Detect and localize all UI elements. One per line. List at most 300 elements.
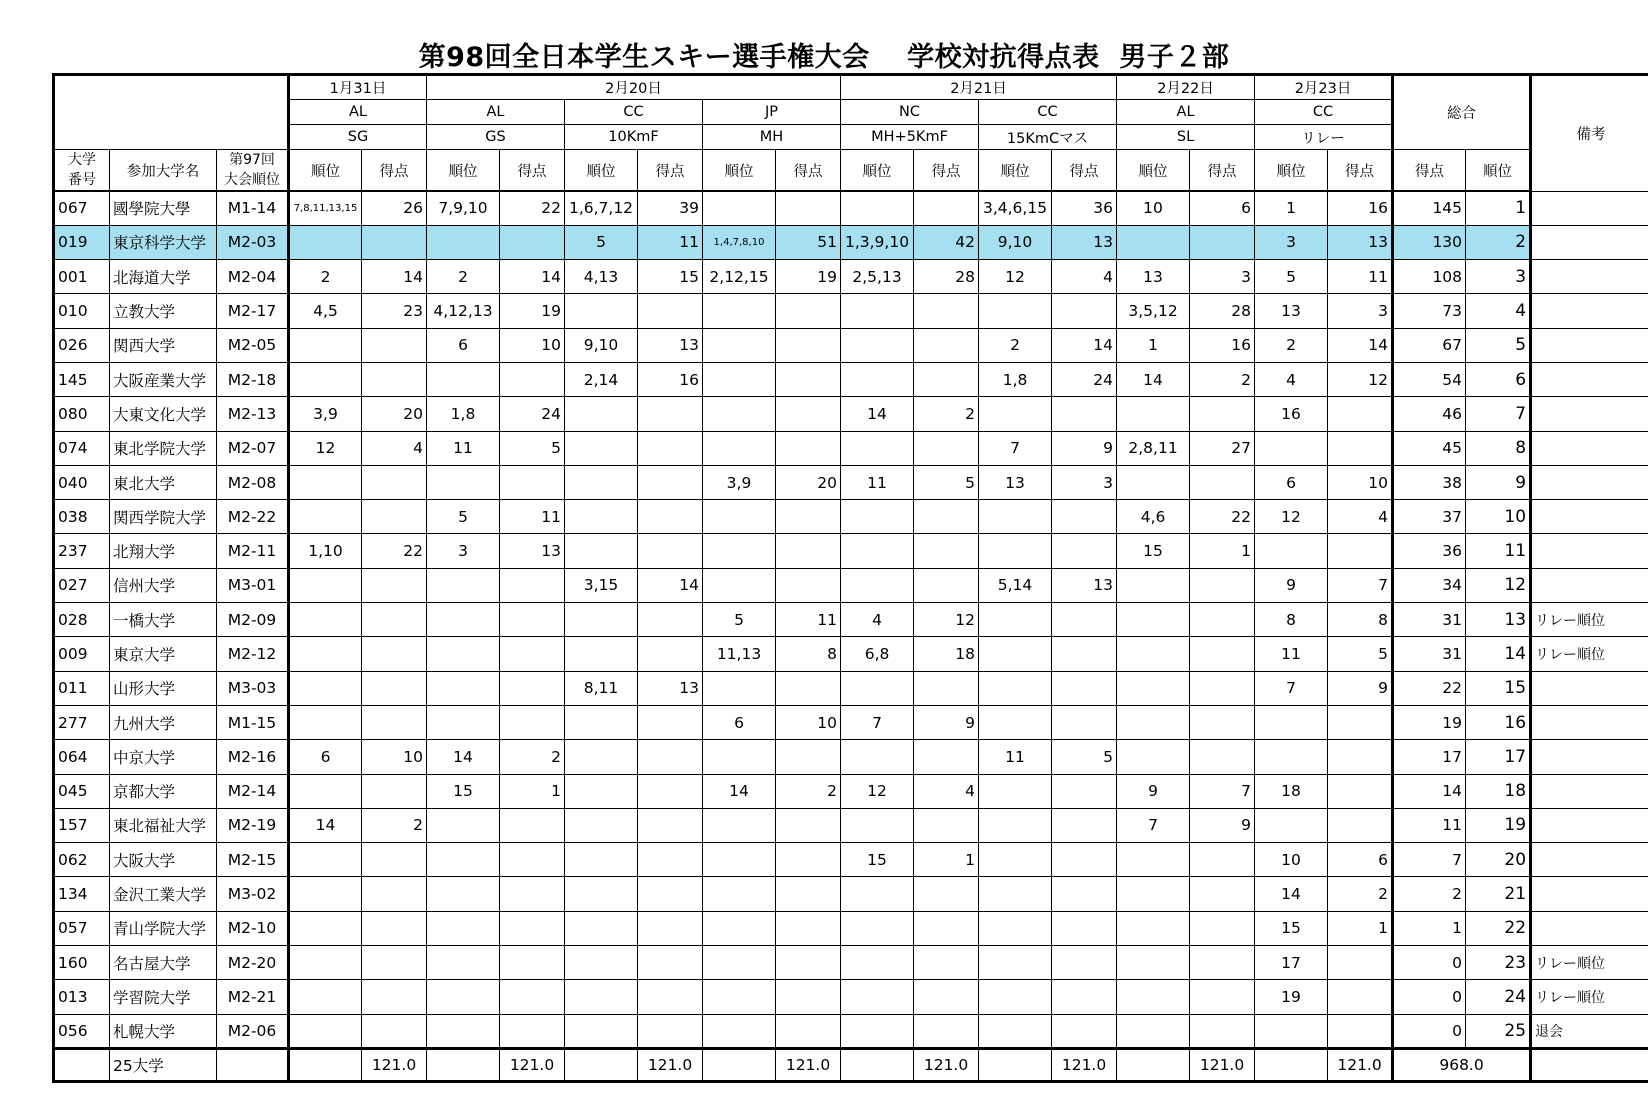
- event-points: [914, 671, 979, 705]
- event-points: [362, 843, 427, 877]
- date-header: 2月21日: [841, 75, 1117, 100]
- total-rank: 9: [1466, 465, 1531, 499]
- sub-header-rank: 順位: [427, 150, 500, 192]
- table-row: [54, 465, 1648, 499]
- event-points: 19: [776, 260, 841, 294]
- event-rank: [979, 808, 1052, 842]
- event-rank: [703, 534, 776, 568]
- event-rank: 10: [1117, 191, 1190, 225]
- event-points: [638, 465, 703, 499]
- total-points: 54: [1393, 362, 1466, 396]
- prev-rank: M2-13: [217, 397, 289, 431]
- event-points: [1052, 1014, 1117, 1048]
- univ-no: 028: [54, 603, 110, 637]
- event-rank: 12: [1255, 500, 1328, 534]
- total-points: 34: [1393, 568, 1466, 602]
- total-points: 7: [1393, 843, 1466, 877]
- summary-blank: [427, 1048, 500, 1081]
- event-rank: [703, 500, 776, 534]
- univ-name: 京都大学: [110, 774, 217, 808]
- event-rank: [841, 294, 914, 328]
- note-cell: 退会: [1531, 1014, 1648, 1048]
- event-points: 10: [1328, 465, 1393, 499]
- event-points: [638, 603, 703, 637]
- event-points: [1328, 774, 1393, 808]
- event-points: [362, 465, 427, 499]
- event-rank: [979, 843, 1052, 877]
- event-points: 6: [1190, 191, 1255, 225]
- event-points: [914, 740, 979, 774]
- event-rank: [565, 946, 638, 980]
- univ-name: 國學院大學: [110, 191, 217, 225]
- event-points: 20: [362, 397, 427, 431]
- event-rank: 3: [1255, 225, 1328, 259]
- event-rank: [289, 774, 362, 808]
- event-points: 1: [500, 774, 565, 808]
- event-points: 9: [1328, 671, 1393, 705]
- event-points: [500, 225, 565, 259]
- event-points: 28: [1190, 294, 1255, 328]
- table-row: [54, 362, 1648, 396]
- date-header: 1月31日: [289, 75, 427, 100]
- header-blank: [54, 75, 289, 150]
- event-rank: [979, 671, 1052, 705]
- event-points: [638, 877, 703, 911]
- total-points: 0: [1393, 946, 1466, 980]
- event-rank: [979, 637, 1052, 671]
- event-rank: 5: [565, 225, 638, 259]
- event-rank: [979, 980, 1052, 1014]
- univ-name: 金沢工業大学: [110, 877, 217, 911]
- event-points: 9: [1052, 431, 1117, 465]
- event-points: [500, 671, 565, 705]
- event-points: 27: [1190, 431, 1255, 465]
- event-rank: [703, 671, 776, 705]
- event-rank: [1255, 705, 1328, 739]
- note-header: 備考: [1531, 75, 1648, 192]
- event-rank: 4,6: [1117, 500, 1190, 534]
- total-rank-header: 順位: [1466, 150, 1531, 192]
- event-rank: [841, 877, 914, 911]
- event-rank: [703, 877, 776, 911]
- univ-no: 080: [54, 397, 110, 431]
- prev-rank: M2-19: [217, 808, 289, 842]
- table-row: [54, 431, 1648, 465]
- univ-no: 026: [54, 328, 110, 362]
- event-points: [362, 225, 427, 259]
- event-header: MH+5KmF: [841, 125, 979, 150]
- univ-name: 大東文化大学: [110, 397, 217, 431]
- total-points: 1: [1393, 911, 1466, 945]
- prev-rank: M2-15: [217, 843, 289, 877]
- event-points: [500, 808, 565, 842]
- univ-no: 056: [54, 1014, 110, 1048]
- date-header: 2月20日: [427, 75, 841, 100]
- event-points: [914, 431, 979, 465]
- univ-name: 九州大学: [110, 705, 217, 739]
- event-rank: 8,11: [565, 671, 638, 705]
- event-rank: 1: [1117, 328, 1190, 362]
- event-rank: [565, 1014, 638, 1048]
- summary-blank: [1117, 1048, 1190, 1081]
- event-points: [638, 946, 703, 980]
- event-points: 2: [1190, 362, 1255, 396]
- univ-no: 237: [54, 534, 110, 568]
- category-header: AL: [289, 100, 427, 125]
- event-points: [638, 705, 703, 739]
- event-rank: [289, 328, 362, 362]
- note-cell: [1531, 774, 1648, 808]
- event-rank: 4,12,13: [427, 294, 500, 328]
- event-rank: 7: [979, 431, 1052, 465]
- event-rank: [427, 568, 500, 602]
- event-points: [500, 877, 565, 911]
- sub-header-rank: 順位: [289, 150, 362, 192]
- event-points: [1052, 637, 1117, 671]
- event-header: SG: [289, 125, 427, 150]
- univ-name: 名古屋大学: [110, 946, 217, 980]
- event-rank: 8: [1255, 603, 1328, 637]
- total-rank: 24: [1466, 980, 1531, 1014]
- note-cell: [1531, 225, 1648, 259]
- total-points: 73: [1393, 294, 1466, 328]
- table-row: [54, 740, 1648, 774]
- note-cell: [1531, 431, 1648, 465]
- univ-name: 東北大学: [110, 465, 217, 499]
- event-header: リレー: [1255, 125, 1393, 150]
- total-rank: 17: [1466, 740, 1531, 774]
- summary-event-points: 121.0: [914, 1048, 979, 1081]
- event-points: 2: [1328, 877, 1393, 911]
- event-points: 8: [1328, 603, 1393, 637]
- univ-no: 157: [54, 808, 110, 842]
- event-points: [638, 843, 703, 877]
- table-row: [54, 568, 1648, 602]
- univ-no: 011: [54, 671, 110, 705]
- event-rank: [565, 705, 638, 739]
- event-rank: [427, 1014, 500, 1048]
- event-points: [500, 637, 565, 671]
- event-rank: [289, 225, 362, 259]
- event-points: 4: [362, 431, 427, 465]
- table-row: [54, 1014, 1648, 1048]
- event-rank: 13: [979, 465, 1052, 499]
- event-rank: 1,4,7,8,10: [703, 225, 776, 259]
- summary-event-points: 121.0: [1328, 1048, 1393, 1081]
- event-rank: 12: [289, 431, 362, 465]
- event-points: 7: [1328, 568, 1393, 602]
- event-rank: [427, 980, 500, 1014]
- total-points: 37: [1393, 500, 1466, 534]
- note-cell: [1531, 294, 1648, 328]
- event-points: [1190, 568, 1255, 602]
- event-rank: 12: [841, 774, 914, 808]
- note-cell: [1531, 877, 1648, 911]
- event-rank: 2,14: [565, 362, 638, 396]
- event-rank: 15: [1117, 534, 1190, 568]
- event-points: [638, 294, 703, 328]
- event-points: [362, 705, 427, 739]
- event-points: [776, 980, 841, 1014]
- univ-name: 東京大学: [110, 637, 217, 671]
- univ-no: 001: [54, 260, 110, 294]
- event-points: [776, 397, 841, 431]
- event-points: 11: [500, 500, 565, 534]
- event-rank: [565, 911, 638, 945]
- event-rank: [841, 431, 914, 465]
- event-points: [362, 568, 427, 602]
- event-rank: 5,14: [979, 568, 1052, 602]
- event-points: [1190, 225, 1255, 259]
- univ-name: 東北福祉大学: [110, 808, 217, 842]
- event-rank: [1117, 397, 1190, 431]
- univ-no: 040: [54, 465, 110, 499]
- event-rank: [841, 671, 914, 705]
- univ-name: 学習院大学: [110, 980, 217, 1014]
- summary-row: [54, 1048, 1648, 1081]
- total-points: 46: [1393, 397, 1466, 431]
- univ-name: 山形大学: [110, 671, 217, 705]
- prev-rank: M2-10: [217, 911, 289, 945]
- event-rank: [1117, 465, 1190, 499]
- prev-rank: M3-01: [217, 568, 289, 602]
- event-rank: [427, 843, 500, 877]
- univ-name: 東京科学大学: [110, 225, 217, 259]
- event-rank: 2: [427, 260, 500, 294]
- event-points: 2: [500, 740, 565, 774]
- event-rank: [841, 740, 914, 774]
- event-rank: 3,9: [289, 397, 362, 431]
- event-points: [1052, 294, 1117, 328]
- univ-name: 東北学院大学: [110, 431, 217, 465]
- event-points: [362, 328, 427, 362]
- event-rank: 9: [1255, 568, 1328, 602]
- event-points: [776, 534, 841, 568]
- total-rank: 22: [1466, 911, 1531, 945]
- sub-header-points: 得点: [1190, 150, 1255, 192]
- note-cell: [1531, 397, 1648, 431]
- prev-rank: M2-11: [217, 534, 289, 568]
- event-rank: [841, 328, 914, 362]
- event-rank: [289, 568, 362, 602]
- event-rank: [979, 774, 1052, 808]
- total-points: 19: [1393, 705, 1466, 739]
- event-points: [776, 808, 841, 842]
- event-points: [914, 946, 979, 980]
- univ-name: 立教大学: [110, 294, 217, 328]
- event-rank: 11: [427, 431, 500, 465]
- event-rank: [565, 843, 638, 877]
- event-points: 14: [1328, 328, 1393, 362]
- summary-blank: [217, 1048, 289, 1081]
- event-points: [1190, 671, 1255, 705]
- event-points: 24: [1052, 362, 1117, 396]
- summary-blank: [979, 1048, 1052, 1081]
- event-points: 2: [362, 808, 427, 842]
- prev-rank: M3-02: [217, 877, 289, 911]
- event-rank: [979, 397, 1052, 431]
- table-row: [54, 808, 1648, 842]
- event-points: [638, 980, 703, 1014]
- univ-name: 関西学院大学: [110, 500, 217, 534]
- event-rank: [289, 465, 362, 499]
- table-row: [54, 397, 1648, 431]
- event-rank: 11: [979, 740, 1052, 774]
- event-rank: 7,8,11,13,15: [289, 191, 362, 225]
- event-rank: 6: [703, 705, 776, 739]
- total-points: 31: [1393, 603, 1466, 637]
- event-rank: 3,4,6,15: [979, 191, 1052, 225]
- note-cell: [1531, 843, 1648, 877]
- event-rank: 18: [1255, 774, 1328, 808]
- event-points: [776, 500, 841, 534]
- summary-blank: [289, 1048, 362, 1081]
- summary-blank: [54, 1048, 110, 1081]
- event-rank: [289, 671, 362, 705]
- event-points: 13: [500, 534, 565, 568]
- univ-name: 青山学院大学: [110, 911, 217, 945]
- note-cell: [1531, 808, 1648, 842]
- event-points: [638, 911, 703, 945]
- table-row: [54, 877, 1648, 911]
- event-rank: 4: [841, 603, 914, 637]
- summary-blank: [1255, 1048, 1328, 1081]
- event-points: [776, 431, 841, 465]
- event-points: 4: [1328, 500, 1393, 534]
- summary-blank: [1531, 1048, 1648, 1081]
- event-rank: [979, 603, 1052, 637]
- event-points: [638, 774, 703, 808]
- event-points: [914, 568, 979, 602]
- table-row: [54, 843, 1648, 877]
- event-rank: [841, 534, 914, 568]
- total-rank: 21: [1466, 877, 1531, 911]
- event-rank: [1255, 1014, 1328, 1048]
- event-points: [776, 362, 841, 396]
- event-rank: 4: [1255, 362, 1328, 396]
- event-rank: 1: [1255, 191, 1328, 225]
- event-rank: 17: [1255, 946, 1328, 980]
- univ-no: 067: [54, 191, 110, 225]
- event-points: [1190, 637, 1255, 671]
- univ-name: 大阪大学: [110, 843, 217, 877]
- event-rank: [1117, 843, 1190, 877]
- event-points: 3: [1052, 465, 1117, 499]
- event-points: [776, 740, 841, 774]
- event-rank: 1,3,9,10: [841, 225, 914, 259]
- event-points: [1052, 397, 1117, 431]
- event-points: 14: [500, 260, 565, 294]
- event-rank: 2,5,13: [841, 260, 914, 294]
- univ-no: 134: [54, 877, 110, 911]
- event-rank: [1117, 705, 1190, 739]
- event-points: [500, 946, 565, 980]
- table-row: [54, 294, 1648, 328]
- prev-rank: M2-17: [217, 294, 289, 328]
- sub-header-rank: 順位: [979, 150, 1052, 192]
- event-points: 6: [1328, 843, 1393, 877]
- univ-no: 160: [54, 946, 110, 980]
- total-rank: 19: [1466, 808, 1531, 842]
- event-points: 1: [1190, 534, 1255, 568]
- event-rank: 14: [1255, 877, 1328, 911]
- event-rank: [1117, 1014, 1190, 1048]
- event-rank: [427, 808, 500, 842]
- event-points: [914, 877, 979, 911]
- event-rank: [703, 1014, 776, 1048]
- event-rank: 2: [1255, 328, 1328, 362]
- total-rank: 7: [1466, 397, 1531, 431]
- event-points: [1328, 740, 1393, 774]
- event-rank: 9: [1117, 774, 1190, 808]
- event-points: [638, 534, 703, 568]
- event-points: [638, 431, 703, 465]
- event-points: [362, 946, 427, 980]
- event-rank: [841, 191, 914, 225]
- summary-blank: [565, 1048, 638, 1081]
- event-rank: 1,6,7,12: [565, 191, 638, 225]
- event-points: [1328, 1014, 1393, 1048]
- event-points: [362, 911, 427, 945]
- total-points: 67: [1393, 328, 1466, 362]
- event-points: [776, 671, 841, 705]
- sub-header-points: 得点: [1328, 150, 1393, 192]
- total-rank: 5: [1466, 328, 1531, 362]
- sub-header-points: 得点: [776, 150, 841, 192]
- event-rank: 3,9: [703, 465, 776, 499]
- note-cell: [1531, 328, 1648, 362]
- event-points: [914, 911, 979, 945]
- event-rank: [703, 397, 776, 431]
- univ-name: 中京大学: [110, 740, 217, 774]
- event-header: SL: [1117, 125, 1255, 150]
- event-rank: [427, 225, 500, 259]
- table-row: [54, 671, 1648, 705]
- event-points: 13: [638, 671, 703, 705]
- event-rank: [979, 294, 1052, 328]
- event-rank: [979, 877, 1052, 911]
- event-rank: 11: [841, 465, 914, 499]
- event-points: [362, 877, 427, 911]
- event-rank: [703, 294, 776, 328]
- date-header: 2月22日: [1117, 75, 1255, 100]
- event-points: [1052, 808, 1117, 842]
- event-points: 3: [1190, 260, 1255, 294]
- event-points: [1052, 671, 1117, 705]
- total-points: 36: [1393, 534, 1466, 568]
- event-points: [1190, 946, 1255, 980]
- event-rank: [841, 911, 914, 945]
- event-points: [1190, 980, 1255, 1014]
- event-rank: [979, 1014, 1052, 1048]
- total-points: 11: [1393, 808, 1466, 842]
- event-header: MH: [703, 125, 841, 150]
- event-rank: [565, 465, 638, 499]
- event-rank: [1117, 225, 1190, 259]
- event-points: 10: [362, 740, 427, 774]
- event-points: 11: [1328, 260, 1393, 294]
- event-rank: 1,8: [979, 362, 1052, 396]
- event-rank: [703, 946, 776, 980]
- table-row: [54, 603, 1648, 637]
- event-points: [638, 500, 703, 534]
- table-row: [54, 637, 1648, 671]
- event-rank: 4,13: [565, 260, 638, 294]
- event-rank: [427, 911, 500, 945]
- event-rank: [289, 877, 362, 911]
- note-cell: [1531, 465, 1648, 499]
- total-points: 130: [1393, 225, 1466, 259]
